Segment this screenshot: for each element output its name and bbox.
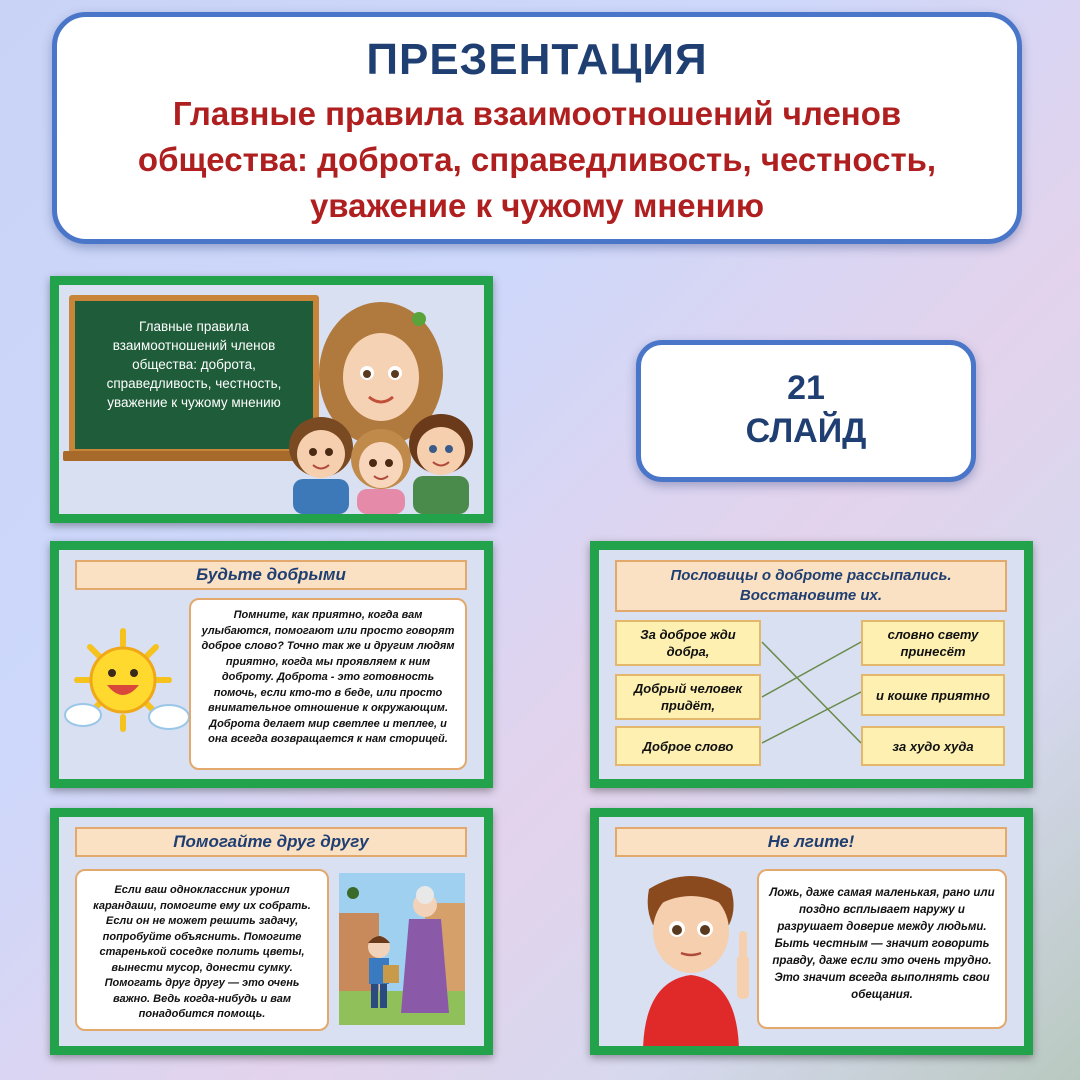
slide-count-badge: [636, 340, 976, 482]
proverb-left-3[interactable]: [615, 726, 761, 766]
slide-thumbnail-honesty: [590, 808, 1033, 1055]
slide-proverbs-content: [599, 550, 1024, 779]
help-text: Если ваш одноклассник уронил карандаши, помогите ему их собрать. Если он не может решить задачу, попробуйте объяснить. Помогите старенькой соседке полить цветы, вынести мусор, донести сумку. Помогать друг другу — это очень важно. Ведь когда-нибудь и вам понадобится помощь.: [93, 884, 311, 1020]
boy-helping-grandma-icon: [339, 873, 465, 1025]
proverb-left-3-text: Доброе слово: [642, 738, 734, 754]
proverbs-heading-text: Пословицы о доброте рассыпались. Восстановите их.: [670, 567, 952, 604]
slide-thumbnail-help: [50, 808, 493, 1055]
proverb-right-1[interactable]: [861, 620, 1005, 666]
slide-count-label: СЛАЙД: [745, 412, 867, 450]
proverb-left-1-text: За доброе жди добра,: [640, 627, 736, 659]
help-text-card: [75, 869, 329, 1031]
proverb-right-2-text: и кошке приятно: [876, 687, 990, 703]
page-subtitle: Главные правила взаимоотношений членов общества: доброта, справедливость, честность, уважение к чужому мнению: [137, 95, 937, 224]
slide-help-heading: [75, 827, 467, 857]
kindness-text: Помните, как приятно, когда вам улыбаются, помогают или просто говорят доброе слово? Точно так же и другим людям приятно, когда мы проявляем к ним доброту. Доброта - это готовность помочь, если кто-то в беде, или просто внимательное отношение к окружающим. Доброта делает мир светлее и теплее, и она всегда возвращается к нам сторицей.: [201, 609, 455, 745]
slide-kindness-heading: [75, 560, 467, 590]
proverb-left-2-text: Добрый человек придёт,: [633, 681, 743, 713]
family-illustration-icon: [281, 289, 481, 514]
honesty-heading-text: Не лгите!: [767, 832, 855, 851]
slide-honesty-heading: [615, 827, 1007, 857]
slide-thumbnail-kindness: [50, 541, 493, 788]
proverb-right-1-text: словно свету принесёт: [887, 627, 979, 659]
slide-help-content: [59, 817, 484, 1046]
proverb-right-3[interactable]: [861, 726, 1005, 766]
proverb-left-1[interactable]: [615, 620, 761, 666]
proverb-right-3-text: за худо худа: [892, 738, 974, 754]
slide-cover-content: [59, 285, 484, 514]
proverb-right-2[interactable]: [861, 674, 1005, 716]
honesty-text: Ложь, даже самая маленькая, рано или поздно всплывает наружу и разрушает доверие между людьми. Быть честным — значит говорить правду, даже если это очень трудно. Это значит всегда выполнять свои обещания.: [769, 887, 995, 1001]
slide-thumbnail-cover: [50, 276, 493, 523]
kindness-heading-text: Будьте добрыми: [196, 565, 346, 584]
slide-honesty-content: [599, 817, 1024, 1046]
help-heading-text: Помогайте друг другу: [173, 832, 369, 851]
proverb-left-2[interactable]: [615, 674, 761, 720]
smiling-sun-icon: [63, 625, 193, 735]
page-title: ПРЕЗЕНТАЦИЯ: [366, 35, 708, 84]
slide-kindness-content: [59, 550, 484, 779]
chalkboard-text: Главные правила взаимоотношений членов общества: доброта, справедливость, честность, уважение к чужому мнению: [106, 319, 282, 410]
kindness-text-card: [189, 598, 467, 770]
honesty-text-card: [757, 869, 1007, 1029]
slide-count-number: 21: [787, 369, 825, 407]
slide-thumbnail-proverbs: [590, 541, 1033, 788]
boy-raising-finger-icon: [619, 869, 769, 1046]
title-banner: [52, 12, 1022, 244]
